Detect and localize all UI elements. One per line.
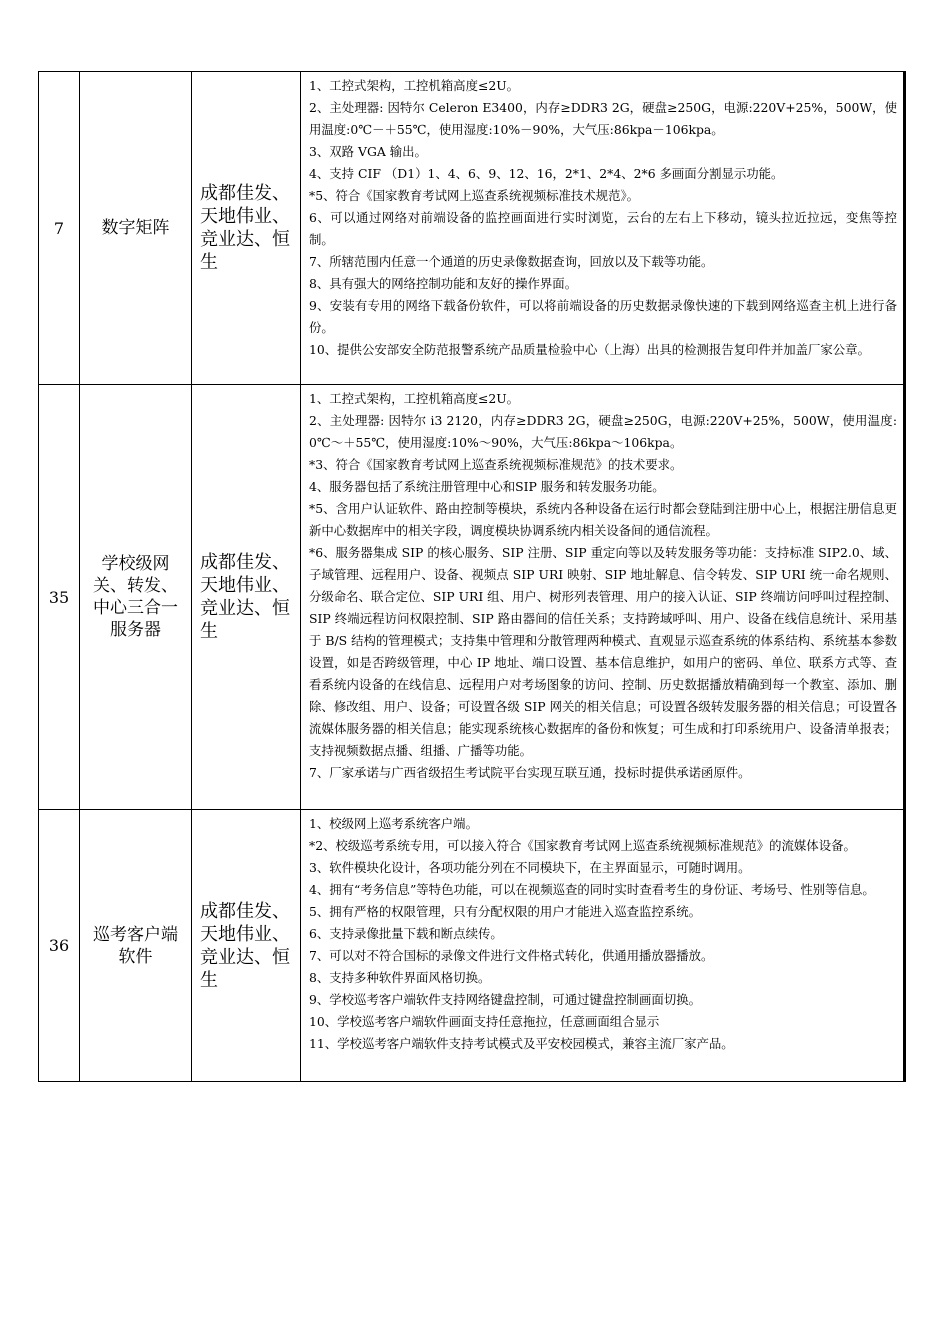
spec-line: 8、具有强大的网络控制功能和友好的操作界面。 — [309, 276, 578, 291]
spec-line: *2、校级巡考系统专用，可以接入符合《国家教育考试网上巡查系统视频标准规范》的流媒体设备。 — [309, 838, 856, 853]
row-number: 36 — [39, 810, 80, 1082]
spec-line: *5、符合《国家教育考试网上巡查系统视频标准技术规范》。 — [309, 188, 640, 203]
spec-line: 3、软件模块化设计，各项功能分列在不同模块下，在主界面显示，可随时调用。 — [309, 860, 751, 875]
table-row — [39, 810, 905, 1082]
spec-line: 1、校级网上巡考系统客户端。 — [309, 816, 478, 831]
spec-line: 3、双路 VGA 输出。 — [309, 144, 427, 159]
spec-table — [38, 71, 906, 1082]
spec-line: 7、可以对不符合国标的录像文件进行文件格式转化，供通用播放器播放。 — [309, 948, 714, 963]
product-name: 巡考客户端软件 — [80, 810, 192, 1082]
brand-list: 成都佳发、天地伟业、竞业达、恒生 — [192, 72, 301, 385]
row-number: 7 — [39, 72, 80, 385]
spec-line: 1、工控式架构，工控机箱高度≤2U。 — [309, 391, 520, 406]
spec-cell — [301, 72, 905, 385]
row-number: 35 — [39, 385, 80, 810]
spec-line: 9、学校巡考客户端软件支持网络键盘控制，可通过键盘控制画面切换。 — [309, 992, 701, 1007]
spec-line: 10、学校巡考客户端软件画面支持任意拖拉，任意画面组合显示 — [309, 1014, 660, 1029]
spec-cell — [301, 385, 905, 810]
spec-line: 9、安装有专用的网络下载备份软件，可以将前端设备的历史数据录像快速的下载到网络巡查主机上进行备份。 — [309, 298, 897, 335]
spec-line: 6、可以通过网络对前端设备的监控画面进行实时浏览，云台的左右上下移动，镜头拉近拉远，变焦等控制。 — [309, 210, 897, 247]
spec-line: 5、拥有严格的权限管理，只有分配权限的用户才能进入巡查监控系统。 — [309, 904, 701, 919]
table-row — [39, 385, 905, 810]
spec-line: 6、支持录像批量下载和断点续传。 — [309, 926, 503, 941]
spec-line: *5、含用户认证软件、路由控制等模块，系统内各种设备在运行时都会登陆到注册中心上，根据注册信息更新中心数据库中的相关字段，调度模块协调系统内相关设备间的通信流程。 — [309, 501, 897, 538]
table-row — [39, 72, 905, 385]
brand-list: 成都佳发、天地伟业、竞业达、恒生 — [192, 810, 301, 1082]
spec-line: *6、服务器集成 SIP 的核心服务、SIP 注册、SIP 重定向等以及转发服务等功能：支持标准 SIP2.0、域、子域管理、远程用户、设备、视频点 SIP URI 映射、SIP 地址解息、信令转发、SIP URI 统一命名规则、分级命名、联合定位、SIP URI 组、用户、树形列表管理、用户的接入认证、SIP 终端访问呼叫过程控制、SIP 终端远程访问权限控制、SIP 路由器间的信任关系；支持跨域呼叫、用户、设备在线信息统计、采用基于 B/S 结构的管理模式；支持集中管理和分散管理两种模式、直观显示巡查系统的体系结构、系统基本参数设置，如是否跨级管理，中心 IP 地址、端口设置、基本信息维护，如用户的密码、单位、联系方式等、查看系统内设备的在线信息、远程用户对考场图象的访问、控制、历史数据播放精确到每一个教室、添加、删除、修改组、用户、设备；可设置各级 SIP 网关的相关信息；可设置各级转发服务器的相关信息；可设置各流媒体服务器的相关信息；能实现系统核心数据库的备份和恢复；可生成和打印系统用户、设备清单报表；支持视频数据点播、组播、广播等功能。 — [309, 545, 897, 758]
spec-line: 7、所辖范围内任意一个通道的历史录像数据查询，回放以及下载等功能。 — [309, 254, 714, 269]
product-name: 学校级网关、转发、中心三合一服务器 — [80, 385, 192, 810]
spec-line: 4、拥有“考务信息”等特色功能，可以在视频巡查的同时实时查看考生的身份证、考场号、性别等信息。 — [309, 882, 875, 897]
spec-line: 4、支持 CIF （D1）1、4、6、9、12、16，2*1、2*4、2*6 多画面分割显示功能。 — [309, 166, 784, 181]
spec-line: 11、学校巡考客户端软件支持考试模式及平安校园模式，兼容主流厂家产品。 — [309, 1036, 734, 1051]
brand-list: 成都佳发、天地伟业、竞业达、恒生 — [192, 385, 301, 810]
spec-line: 8、支持多种软件界面风格切换。 — [309, 970, 491, 985]
spec-line: 10、提供公安部安全防范报警系统产品质量检验中心（上海）出具的检测报告复印件并加盖厂家公章。 — [309, 342, 870, 357]
spec-line: 4、服务器包括了系统注册管理中心和SIP 服务和转发服务功能。 — [309, 479, 665, 494]
product-name: 数字矩阵 — [80, 72, 192, 385]
spec-line: 2、主处理器: 因特尔 Celeron E3400，内存≥DDR3 2G，硬盘≥250G，电源:220V+25%，500W，使用温度:0℃－＋55℃，使用湿度:10%－90%，大气压:86kpa－106kpa。 — [309, 100, 897, 137]
spec-line: 2、主处理器: 因特尔 i3 2120，内存≥DDR3 2G，硬盘≥250G，电源:220V+25%，500W，使用温度:0℃～＋55℃，使用湿度:10%～90%，大气压:86kpa～106kpa。 — [309, 413, 897, 450]
spec-line: 1、工控式架构，工控机箱高度≤2U。 — [309, 78, 520, 93]
spec-line: 7、厂家承诺与广西省级招生考试院平台实现互联互通，投标时提供承诺函原件。 — [309, 765, 751, 780]
spec-line: *3、符合《国家教育考试网上巡查系统视频标准规范》的技术要求。 — [309, 457, 683, 472]
spec-cell — [301, 810, 905, 1082]
